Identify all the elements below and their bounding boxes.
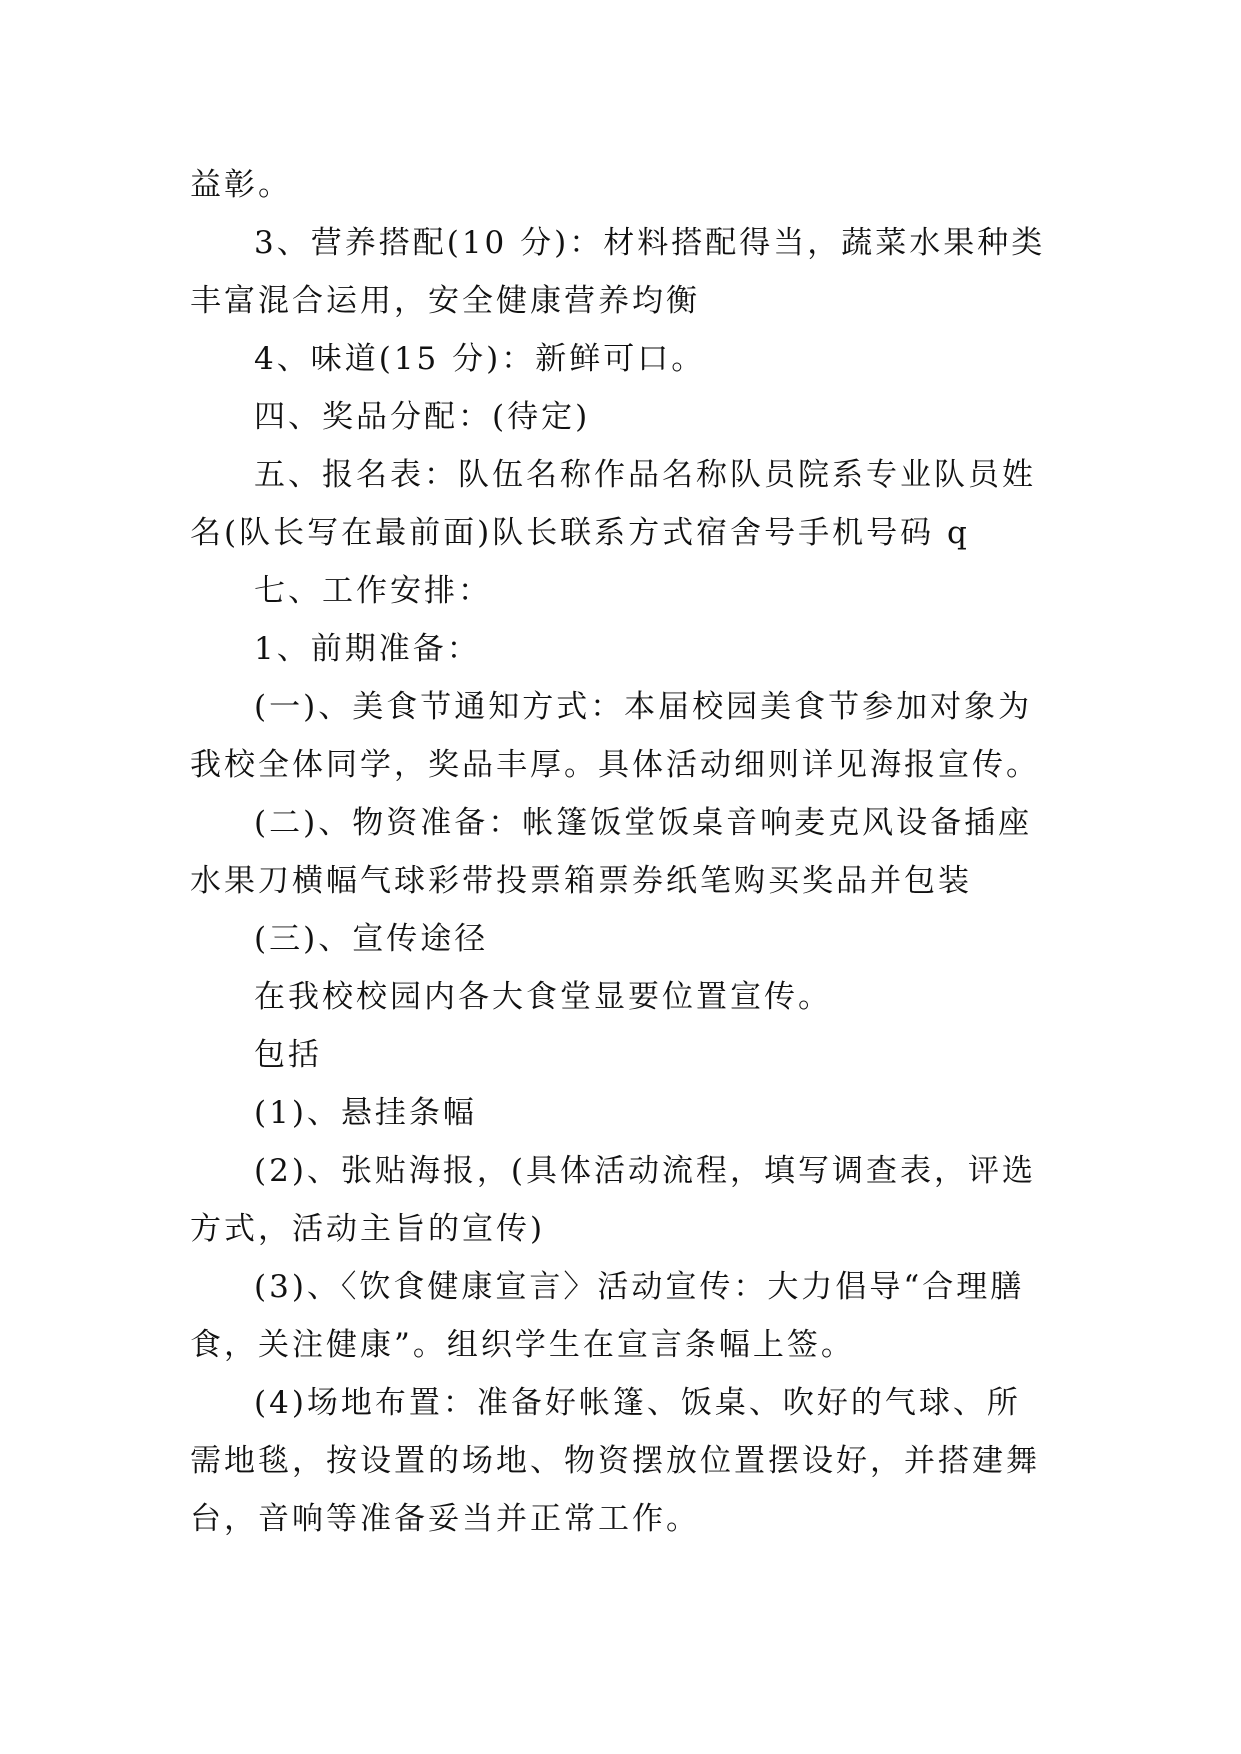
paragraph: 4、味道(15 分)：新鲜可口。 <box>254 341 706 377</box>
document-body <box>190 156 1050 1548</box>
paragraph: 1、前期准备： <box>254 631 481 667</box>
paragraph: 3、营养搭配(10 分)：材料搭配得当，蔬菜水果种类丰富混合运用，安全健康营养均衡 <box>190 225 1046 319</box>
paragraph: 益彰。 <box>190 167 292 203</box>
paragraph: (一)、美食节通知方式：本届校园美食节参加对象为我校全体同学，奖品丰厚。具体活动细则详见海报宣传。 <box>190 689 1040 783</box>
paragraph: 七、工作安排： <box>254 573 492 609</box>
paragraph: 在我校校园内各大食堂显要位置宣传。 <box>254 979 832 1015</box>
paragraph: (二)、物资准备：帐篷饭堂饭桌音响麦克风设备插座水果刀横幅气球彩带投票箱票券纸笔购买奖品并包装 <box>190 805 1033 899</box>
paragraph: (2)、张贴海报，(具体活动流程，填写调查表，评选方式，活动主旨的宣传) <box>190 1153 1037 1247</box>
paragraph: (三)、宣传途径 <box>254 921 489 957</box>
paragraph: (1)、悬挂条幅 <box>254 1095 477 1131</box>
paragraph: 五、报名表：队伍名称作品名称队员院系专业队员姓名(队长写在最前面)队长联系方式宿舍号手机号码 q <box>190 457 1036 551</box>
paragraph: (4)场地布置：准备好帐篷、饭桌、吹好的气球、所需地毯，按设置的场地、物资摆放位置摆设好，并搭建舞台，音响等准备妥当并正常工作。 <box>190 1385 1040 1537</box>
paragraph: (3)、〈饮食健康宣言〉活动宣传：大力倡导“合理膳食，关注健康”。组织学生在宣言条幅上签。 <box>190 1269 1025 1363</box>
paragraph: 包括 <box>254 1037 322 1073</box>
paragraph: 四、奖品分配：(待定) <box>254 399 591 435</box>
